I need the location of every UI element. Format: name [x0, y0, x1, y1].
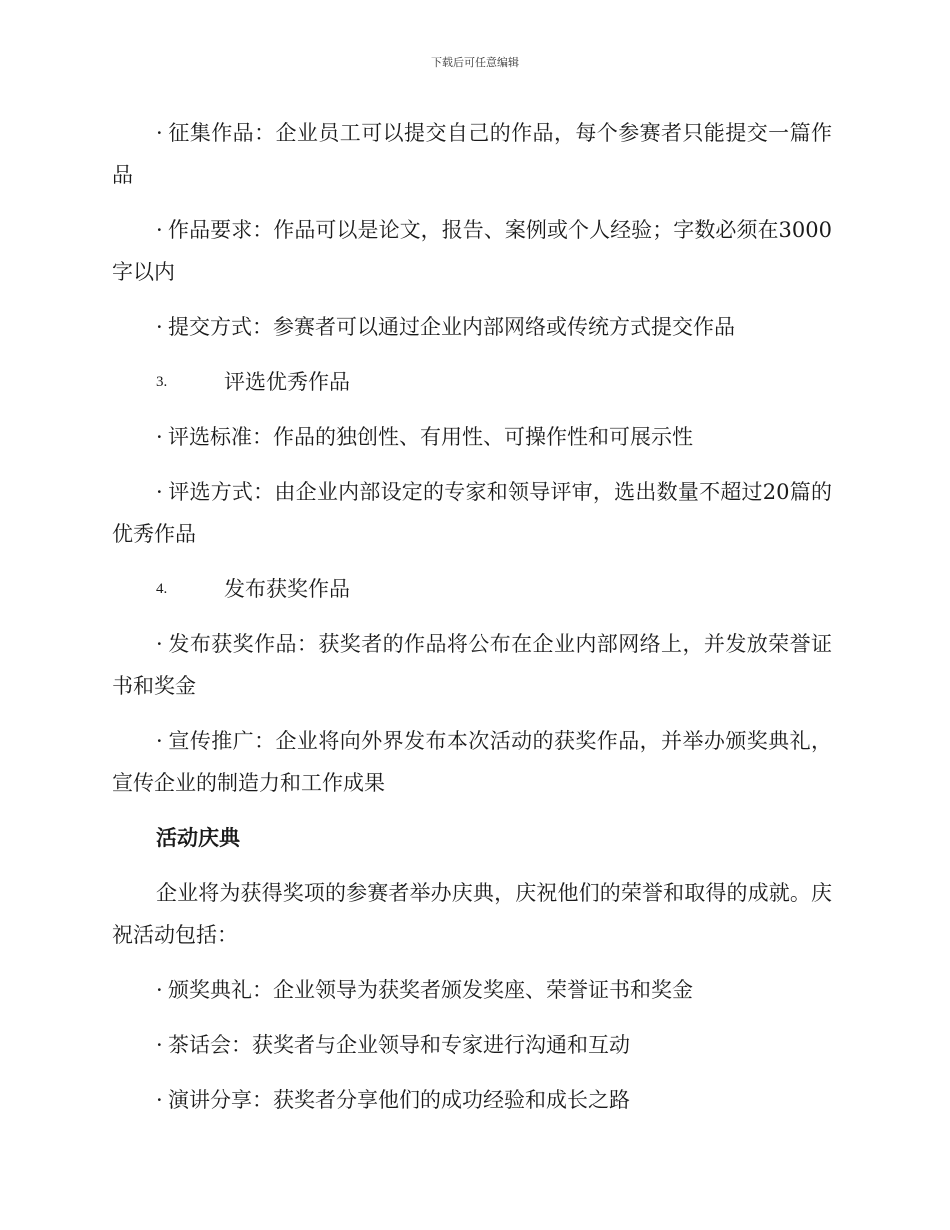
- intro-paragraph: 企业将为获得奖项的参赛者举办庆典，庆祝他们的荣誉和取得的成就。庆祝活动包括：: [112, 881, 832, 947]
- bullet-item-promotion: [112, 720, 832, 804]
- bullet-item-ceremony: [112, 969, 832, 1011]
- list-number: 4.: [156, 581, 168, 597]
- document-body: [112, 112, 832, 1134]
- bullet-text: 演讲分享：获奖者分享他们的成功经验和成长之路: [168, 1088, 630, 1112]
- bullet-text: 评选标准：作品的独创性、有用性、可操作性和可展示性: [168, 425, 693, 449]
- bullet-mark: ·: [156, 978, 163, 1002]
- bullet-mark: ·: [156, 121, 163, 145]
- bullet-item-submission: [112, 306, 832, 348]
- numbered-heading-3: [156, 361, 832, 403]
- numbered-heading-text: 评选优秀作品: [224, 370, 350, 394]
- bullet-mark: ·: [156, 729, 163, 753]
- bullet-item-requirements: [112, 209, 832, 293]
- bullet-item-speech: [112, 1079, 832, 1121]
- bullet-item-collect: [112, 112, 832, 196]
- bullet-text: 评选方式：由企业内部设定的专家和领导评审，选出数量不超过20篇的优秀作品: [112, 480, 832, 546]
- bullet-text: 颁奖典礼：企业领导为获奖者颁发奖座、荣誉证书和奖金: [168, 978, 693, 1002]
- page-header: 下载后可任意编辑: [431, 56, 519, 69]
- bullet-item-publish: [112, 623, 832, 707]
- bullet-item-criteria: [112, 416, 832, 458]
- numbered-heading-4: [156, 568, 832, 610]
- bullet-item-tea-party: [112, 1024, 832, 1066]
- bullet-text: 茶话会：获奖者与企业领导和专家进行沟通和互动: [168, 1033, 630, 1057]
- bullet-text: 宣传推广：企业将向外界发布本次活动的获奖作品，并举办颁奖典礼，宣传企业的制造力和工作成果: [112, 729, 832, 795]
- section-title: 活动庆典: [156, 826, 240, 850]
- bullet-text: 发布获奖作品：获奖者的作品将公布在企业内部网络上，并发放荣誉证书和奖金: [112, 632, 832, 698]
- bullet-text: 作品要求：作品可以是论文，报告、案例或个人经验；字数必须在3000字以内: [112, 218, 832, 284]
- bullet-mark: ·: [156, 1088, 163, 1112]
- bullet-text: 征集作品：企业员工可以提交自己的作品，每个参赛者只能提交一篇作品: [112, 121, 832, 187]
- bullet-mark: ·: [156, 480, 163, 504]
- bullet-item-method: [112, 471, 832, 555]
- numbered-heading-text: 发布获奖作品: [224, 577, 350, 601]
- bullet-text: 提交方式：参赛者可以通过企业内部网络或传统方式提交作品: [168, 315, 735, 339]
- list-number: 3.: [156, 374, 168, 390]
- bullet-mark: ·: [156, 218, 163, 242]
- bullet-mark: ·: [156, 315, 163, 339]
- bullet-mark: ·: [156, 632, 163, 656]
- bullet-mark: ·: [156, 1033, 163, 1057]
- bullet-mark: ·: [156, 425, 163, 449]
